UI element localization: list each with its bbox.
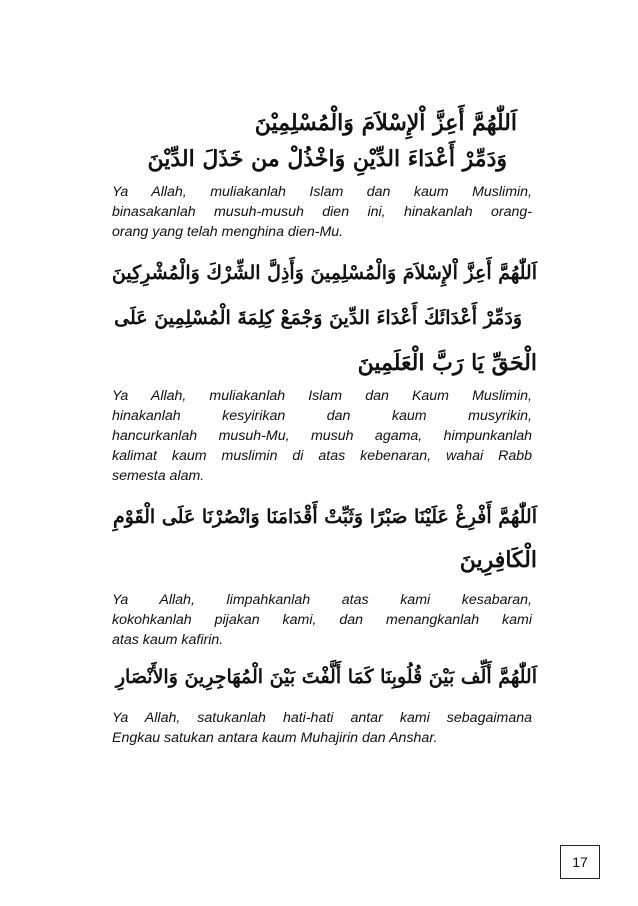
translation-line: Ya Allah, satukanlah hati-hati antar kami sebagaimana (112, 710, 532, 726)
doa-3-arabic-line-2: الْكَافِرِينَ (459, 547, 537, 573)
translation-line: Ya Allah, muliakanlah Islam dan kaum Muslimin, (112, 184, 532, 200)
translation-line: semesta alam. (112, 468, 205, 484)
page-number: 17 (560, 845, 600, 879)
translation-line: kalimat kaum muslimin di atas kebenaran, wahai Rabb (112, 448, 532, 464)
translation-line: hancurkanlah musuh-Mu, musuh agama, himpunkanlah (112, 428, 532, 444)
translation-line: hinakanlah kesyirikan dan kaum musyrikin, (112, 408, 532, 424)
translation-line: Engkau satukan antara kaum Muhajirin dan Anshar. (112, 730, 438, 746)
translation-line: Ya Allah, muliakanlah Islam dan Kaum Muslimin, (112, 388, 532, 404)
translation-line: Ya Allah, limpahkanlah atas kami kesabaran, (112, 592, 532, 608)
doa-1-arabic-line-1: اَللّٰهُمَّ أَعِزَّ اْلإِسْلاَمَ وَالْمُسْلِمِيْنَ (254, 110, 517, 136)
translation-line: atas kaum kafirin. (112, 632, 224, 648)
doa-2-arabic-line-1: اَللّٰهُمَّ أَعِزَّ اْلإِسْلاَمَ وَالْمُسْلِمِينَ وَأَذِلَّ الشِّرْكَ وَالْمُشْرِكِينَ (111, 262, 537, 284)
doa-1-translation (112, 182, 532, 242)
doa-3-translation (112, 590, 532, 650)
doa-3-arabic-line-1: اَللّٰهُمَّ أَفْرِغْ عَلَيْنَا صَبْرًا وَثَبِّتْ أَقْدَامَنَا وَانْصُرْنَا عَلَى الْقَوْمِ (112, 506, 537, 528)
translation-line: binasakanlah musuh-musuh dien ini, hinakanlah orang- (112, 204, 532, 220)
doa-4-translation (112, 708, 532, 748)
doa-2-arabic-line-3: الْحَقِّ يَا رَبَّ الْعَلَمِينَ (357, 350, 537, 376)
doa-4-arabic-line-1: اَللّٰهُمَّ أَلِّف بَيْنَ قُلُوبِنَا كَمَا أَلَّفْتَ بَيْنَ الْمُهَاجِرِينَ وَالأَنْصَارِ (115, 666, 537, 688)
doa-2-arabic-line-2: وَدَمِّرْ أَعْدَائَكَ أَعْدَاءَ الدِّينَ وَجْمَعْ كِلِمَةَ الْمُسْلِمِينَ عَلَى (114, 307, 522, 329)
doa-2-translation (112, 386, 532, 486)
translation-line: kokohkanlah pijakan kami, dan menangkanlah kami (112, 612, 532, 628)
translation-line: orang yang telah menghina dien-Mu. (112, 224, 344, 240)
doa-1-arabic-line-2: وَدَمِّرْ أَعْدَاءَ الدِّيْنِ وَاخْذُلْ من خَذَلَ الدِّيْنَ (147, 146, 507, 172)
